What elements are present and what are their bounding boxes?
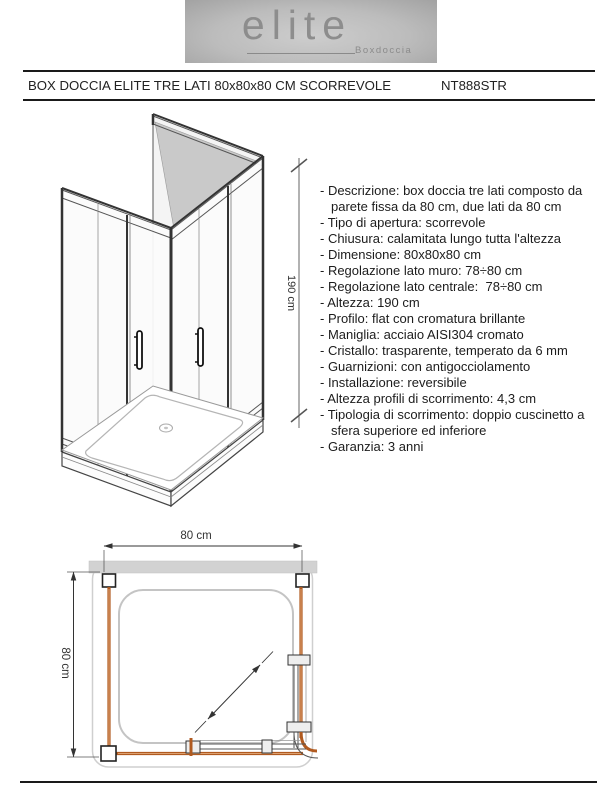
spec-item: - Chiusura: calamitata lungo tutta l'altezza bbox=[320, 231, 561, 246]
spec-item: - Dimensione: 80x80x80 cm bbox=[320, 247, 482, 262]
product-code: NT888STR bbox=[441, 78, 507, 93]
spec-item: - Altezza: 190 cm bbox=[320, 295, 420, 310]
spec-item: - Descrizione: box doccia tre lati composto da parete fissa da 80 cm, due lati da 80 cm bbox=[320, 183, 586, 214]
height-dimension bbox=[285, 158, 307, 428]
brand-logo bbox=[185, 0, 437, 63]
spec-item: - Installazione: reversibile bbox=[320, 375, 467, 390]
width-dimension-label: 80 cm bbox=[180, 530, 212, 542]
spec-item: - Guarnizioni: con antigocciolamento bbox=[320, 359, 531, 374]
spec-item: - Tipologia di scorrimento: doppio cuscinetto a sfera superiore ed inferiore bbox=[320, 407, 589, 438]
footer-rule bbox=[20, 781, 597, 783]
depth-dimension bbox=[59, 572, 100, 757]
wall-profile-right bbox=[296, 574, 309, 587]
wall-profile-left bbox=[103, 574, 116, 587]
brand-subtitle: Boxdoccia bbox=[355, 45, 413, 56]
top-view-drawing bbox=[55, 522, 330, 780]
front-view-drawing bbox=[30, 105, 320, 515]
brand-name: elite bbox=[241, 2, 353, 48]
depth-dimension-label: 80 cm bbox=[59, 647, 71, 679]
spec-item: - Tipo di apertura: scorrevole bbox=[320, 215, 486, 230]
header-rule-bottom bbox=[23, 99, 595, 101]
spec-item: - Maniglia: acciaio AISI304 cromato bbox=[320, 327, 524, 342]
spec-item: - Altezza profili di scorrimento: 4,3 cm bbox=[320, 391, 537, 406]
spec-item: - Cristallo: trasparente, temperato da 6 mm bbox=[320, 343, 568, 358]
spec-list bbox=[320, 183, 612, 455]
corner-profile bbox=[101, 746, 116, 761]
height-dimension-label: 190 cm bbox=[285, 274, 297, 312]
spec-item: - Regolazione lato muro: 78÷80 cm bbox=[320, 263, 523, 278]
wall-bar bbox=[89, 561, 317, 573]
spec-item: - Profilo: flat con cromatura brillante bbox=[320, 311, 526, 326]
brand-underline bbox=[247, 53, 355, 54]
product-title: BOX DOCCIA ELITE TRE LATI 80x80x80 CM SCORREVOLE bbox=[28, 78, 392, 93]
tray-inner-outline bbox=[119, 590, 293, 743]
spec-item: - Garanzia: 3 anni bbox=[320, 439, 424, 454]
spec-item: - Regolazione lato centrale: 78÷80 cm bbox=[320, 279, 543, 294]
header-rule-top bbox=[23, 70, 595, 72]
